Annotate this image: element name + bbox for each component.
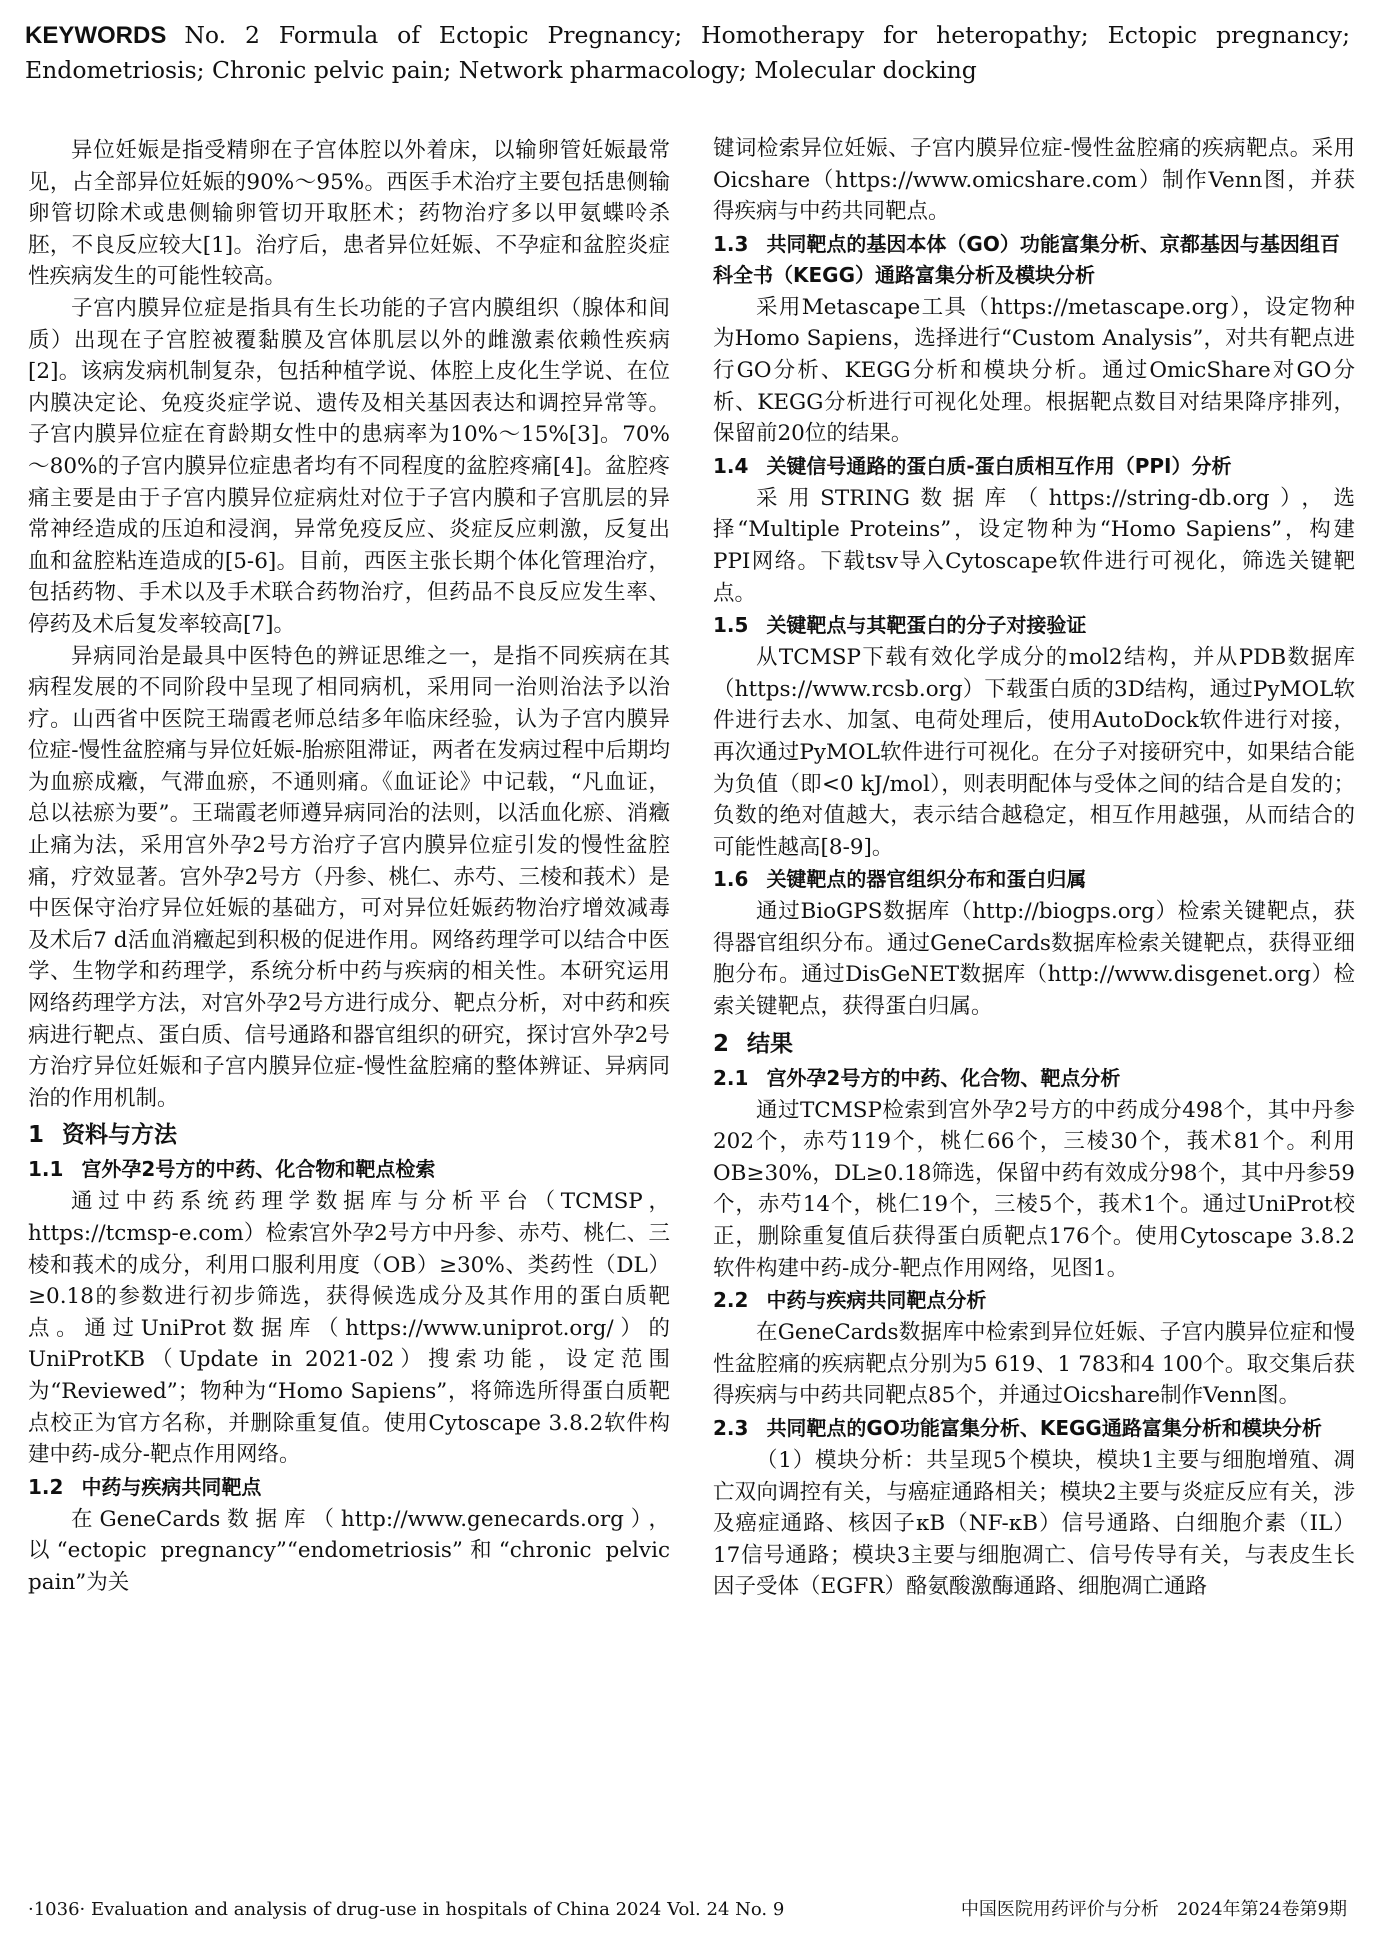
subsection-2-1-body: 通过TCMSP检索到宫外孕2号方的中药成分498个，其中丹参202个，赤芍119个，桃仁66个，三棱30个，莪术81个。利用OB≥30%，DL≥0.18筛选，保留中药有效成分98个，其中丹参59个，赤芍14个，桃仁19个，三棱5个，莪术1个。通过UniProt校正，删除重复值后获得蛋白质靶点176个。使用Cytoscape 3.8.2软件构建中药-成分-靶点作用网络，见图1。 [713, 1097, 1355, 1281]
subsection-title: 中药与疾病共同靶点 [81, 1474, 262, 1499]
subsection-1-6-body: 通过BioGPS数据库（http://biogps.org）检索关键靶点，获得器官组织分布。通过GeneCards数据库检索关键靶点，获得亚细胞分布。通过DisGeNET数据库（http://www.disgenet.org）检索关键靶点，获得蛋白归属。 [713, 899, 1355, 1020]
subsection-title: 宫外孕2号方的中药、化合物、靶点分析 [766, 1065, 1121, 1090]
subsection-number: 1.3 [713, 231, 749, 256]
section-title: 结果 [747, 1030, 794, 1057]
subsection-number: 1.5 [713, 613, 749, 638]
subsection-title: 中药与疾病共同靶点分析 [766, 1288, 987, 1313]
subsection-1-1-body: 通过中药系统药理学数据库与分析平台（TCMSP，https://tcmsp-e.com）检索宫外孕2号方中丹参、赤芍、桃仁、三棱和莪术的成分，利用口服利用度（OB）≥30%、类药性（DL）≥0.18的参数进行初步筛选，获得候选成分及其作用的蛋白质靶点。通过UniProt数据库（https://www.uniprot.org/）的UniProtKB（Update in 2021-02）搜索功能，设定范围为“Reviewed”；物种为“Homo Sapiens”，将筛选所得蛋白质靶点校正为官方名称，并删除重复值。使用Cytoscape 3.8.2软件构建中药-成分-靶点作用网络。 [28, 1189, 670, 1468]
subsection-2-3-body: （1）模块分析：共呈现5个模块，模块1主要与细胞增殖、凋亡双向调控有关，与癌症通路相关；模块2主要与炎症反应有关，涉及癌症通路、核因子κB（NF-κB）信号通路、白细胞介素（IL）17信号通路；模块3主要与细胞凋亡、信号传导有关，与表皮生长因子受体（EGFR）酪氨酸激酶通路、细胞凋亡通路 [713, 1448, 1355, 1600]
subsection-1-4-body: 采用STRING数据库（https://string-db.org），选择“Multiple Proteins”，设定物种为“Homo Sapiens”，构建PPI网络。下载tsv导入Cytoscape软件进行可视化，筛选关键靶点。 [713, 485, 1355, 606]
subsection-1-3-heading [713, 229, 1355, 291]
intro-paragraph-3: 异病同治是最具中医特色的辨证思维之一，是指不同疾病在其病程发展的不同阶段中呈现了相同病机，采用同一治则治法予以治疗。山西省中医院王瑞霞老师总结多年临床经验，认为子宫内膜异位症-慢性盆腔痛与异位妊娠-胎瘀阻滞证，两者在发病过程中后期均为血瘀成癥，气滞血瘀，不通则痛。《血证论》中记载，“凡血证，总以祛瘀为要”。王瑞霞老师遵异病同治的法则，以活血化瘀、消癥止痛为法，采用宫外孕2号方治疗子宫内膜异位症引发的慢性盆腔痛，疗效显著。宫外孕2号方（丹参、桃仁、赤芍、三棱和莪术）是中医保守治疗异位妊娠的基础方，可对异位妊娠药物治疗增效减毒及术后7 d活血消癥起到积极的促进作用。网络药理学可以结合中医学、生物学和药理学，系统分析中药与疾病的相关性。本研究运用网络药理学方法，对宫外孕2号方进行成分、靶点分析，对中药和疾病进行靶点、蛋白质、信号通路和器官组织的研究，探讨宫外孕2号方治疗异位妊娠和子宫内膜异位症-慢性盆腔痛的整体辨证、异病同治的作用机制。 [28, 643, 670, 1111]
subsection-number: 1.2 [28, 1474, 64, 1499]
section-1-heading [28, 1118, 670, 1152]
page-footer [28, 1898, 1347, 1922]
subsection-number: 2.1 [713, 1065, 749, 1090]
subsection-title: 宫外孕2号方的中药、化合物和靶点检索 [81, 1157, 436, 1182]
subsection-1-2-body: 在GeneCards数据库（http://www.genecards.org），以“ectopic pregnancy”“endometriosis”和“chronic pelvic pain”为关 [28, 1506, 670, 1595]
subsection-number: 1.1 [28, 1157, 64, 1182]
subsection-1-4-heading [713, 451, 1355, 482]
subsection-number: 1.4 [713, 453, 749, 478]
subsection-number: 2.3 [713, 1416, 749, 1440]
footer-journal-english: ·1036· Evaluation and analysis of drug-use in hospitals of China 2024 Vol. 24 No. 9 [28, 1899, 785, 1920]
footer-journal-chinese: 中国医院用药评价与分析 2024年第24卷第9期 [960, 1899, 1347, 1920]
keywords-text: No. 2 Formula of Ectopic Pregnancy; Homotherapy for heteropathy; Ectopic pregnancy; Endometriosis; Chronic pelvic pain; Network pharmacology; Molecular docking [25, 21, 1350, 84]
subsection-1-3-body: 采用Metascape工具（https://metascape.org），设定物种为Homo Sapiens，选择进行“Custom Analysis”，对共有靶点进行GO分析、KEGG分析和模块分析。通过OmicShare对GO分析、KEGG分析进行可视化处理。根据靶点数目对结果降序排列，保留前20位的结果。 [713, 294, 1355, 447]
right-column [713, 133, 1355, 1603]
subsection-title: 关键信号通路的蛋白质-蛋白质相互作用（PPI）分析 [766, 453, 1232, 478]
subsection-title: 关键靶点与其靶蛋白的分子对接验证 [766, 613, 1087, 638]
subsection-1-6-heading [713, 864, 1355, 895]
subsection-1-2-continuation: 键词检索异位妊娠、子宫内膜异位症-慢性盆腔痛的疾病靶点。采用Oicshare（https://www.omicshare.com）制作Venn图，并获得疾病与中药共同靶点。 [713, 136, 1355, 225]
intro-paragraph-1: 异位妊娠是指受精卵在子宫体腔以外着床，以输卵管妊娠最常见，占全部异位妊娠的90%～95%。西医手术治疗主要包括患侧输卵管切除术或患侧输卵管切开取胚术；药物治疗多以甲氨蝶呤杀胚，不良反应较大[1]。治疗后，患者异位妊娠、不孕症和盆腔炎症性疾病发生的可能性较高。 [28, 138, 670, 290]
subsection-title: 共同靶点的GO功能富集分析、KEGG通路富集分析和模块分析 [766, 1416, 1322, 1440]
subsection-2-2-heading [713, 1285, 1355, 1316]
subsection-1-5-body: 从TCMSP下载有效化学成分的mol2结构，并从PDB数据库（https://www.rcsb.org）下载蛋白质的3D结构，通过PyMOL软件进行去水、加氢、电荷处理后，使用AutoDock软件进行对接，再次通过PyMOL软件进行可视化。在分子对接研究中，如果结合能为负值（即<0 kJ/mol），则表明配体与受体之间的结合是自发的；负数的绝对值越大，表示结合越稳定，相互作用越强，从而结合的可能性越高[8-9]。 [713, 645, 1355, 860]
keywords-block [25, 18, 1350, 87]
subsection-number: 2.2 [713, 1288, 749, 1313]
section-number: 1 [28, 1122, 45, 1149]
intro-paragraph-2: 子宫内膜异位症是指具有生长功能的子宫内膜组织（腺体和间质）出现在子宫腔被覆黏膜及宫体肌层以外的雌激素依赖性疾病[2]。该病发病机制复杂，包括种植学说、体腔上皮化生学说、在位内膜决定论、免疫炎症学说、遗传及相关基因表达和调控异常等。子宫内膜异位症在育龄期女性中的患病率为10%～15%[3]。70%～80%的子宫内膜异位症患者均有不同程度的盆腔疼痛[4]。盆腔疼痛主要是由于子宫内膜异位症病灶对位于子宫内膜和子宫肌层的异常神经造成的压迫和浸润，异常免疫反应、炎症反应刺激，反复出血和盆腔粘连造成的[5-6]。目前，西医主张长期个体化管理治疗，包括药物、手术以及手术联合药物治疗，但药品不良反应发生率、停药及术后复发率较高[7]。 [28, 295, 670, 637]
subsection-number: 1.6 [713, 867, 749, 892]
subsection-1-5-heading [713, 610, 1355, 641]
subsection-2-1-heading [713, 1063, 1355, 1094]
subsection-2-2-body: 在GeneCards数据库中检索到异位妊娠、子宫内膜异位症和慢性盆腔痛的疾病靶点分别为5 619、1 783和4 100个。取交集后获得疾病与中药共同靶点85个，并通过Oicshare制作Venn图。 [713, 1320, 1355, 1409]
section-number: 2 [713, 1030, 730, 1057]
keywords-label: KEYWORDS [25, 22, 167, 49]
subsection-1-1-heading [28, 1154, 670, 1185]
subsection-1-2-heading [28, 1472, 670, 1503]
subsection-title: 共同靶点的基因本体（GO）功能富集分析、京都基因与基因组百科全书（KEGG）通路富集分析及模块分析 [713, 231, 1340, 287]
section-title: 资料与方法 [62, 1122, 178, 1149]
subsection-title: 关键靶点的器官组织分布和蛋白归属 [766, 867, 1087, 892]
subsection-2-3-heading [713, 1413, 1355, 1444]
left-column [28, 135, 670, 1599]
section-2-heading [713, 1027, 1355, 1061]
